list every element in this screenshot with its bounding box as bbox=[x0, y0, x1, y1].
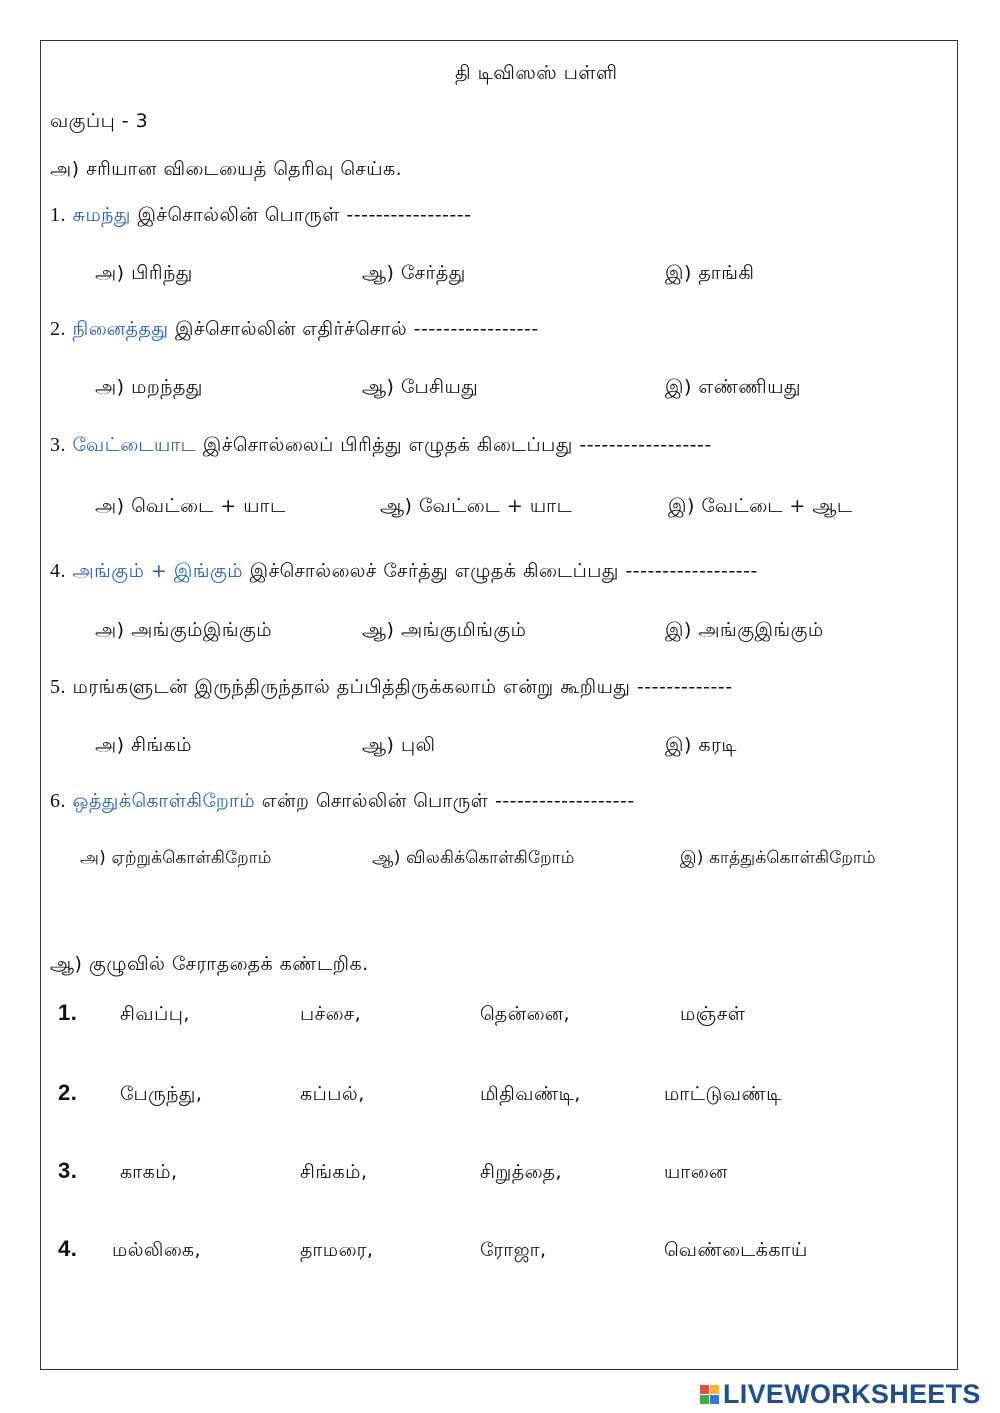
question-text: மரங்களுடன் இருந்திருந்தால் தப்பித்திருக்கலாம் என்று கூறியது ------------- bbox=[72, 676, 733, 698]
q4-option-a[interactable]: அ) அங்கும்இங்கும் bbox=[95, 619, 273, 641]
question-4 bbox=[50, 560, 758, 585]
question-5 bbox=[50, 676, 733, 701]
odd-one-out-word[interactable]: யானை bbox=[664, 1161, 728, 1183]
question-1 bbox=[50, 204, 471, 229]
school-name: தி டிவிஸஸ் பள்ளி bbox=[455, 62, 618, 84]
question-keyword: சுமந்து bbox=[72, 204, 131, 226]
q1-option-a[interactable]: அ) பிரிந்து bbox=[95, 262, 193, 284]
q5-option-c[interactable]: இ) கரடி bbox=[665, 734, 738, 756]
question-keyword: வேட்டையாட bbox=[72, 434, 197, 456]
odd-one-out-word[interactable]: மிதிவண்டி, bbox=[480, 1083, 581, 1105]
odd-one-out-word[interactable]: சிங்கம், bbox=[300, 1161, 368, 1183]
question-2 bbox=[50, 318, 539, 343]
section-a-title: அ) சரியான விடையைத் தெரிவு செய்க. bbox=[50, 158, 403, 180]
question-number: 3. bbox=[50, 434, 66, 456]
odd-one-out-word[interactable]: தென்னை, bbox=[480, 1003, 571, 1025]
odd-one-out-word[interactable]: காகம், bbox=[120, 1161, 178, 1183]
question-number: 1. bbox=[50, 204, 66, 226]
q6-option-b[interactable]: ஆ) விலகிக்கொள்கிறோம் bbox=[372, 848, 575, 868]
odd-one-out-word[interactable]: பேருந்து, bbox=[120, 1083, 203, 1105]
q3-option-a[interactable]: அ) வெட்டை + யாட bbox=[95, 495, 286, 517]
q2-option-c[interactable]: இ) எண்ணியது bbox=[665, 376, 801, 398]
odd-one-out-word[interactable]: ரோஜா, bbox=[480, 1239, 547, 1261]
q6-option-c[interactable]: இ) காத்துக்கொள்கிறோம் bbox=[680, 848, 876, 868]
q3-option-c[interactable]: இ) வேட்டை + ஆட bbox=[668, 495, 853, 517]
q6-option-a[interactable]: அ) ஏற்றுக்கொள்கிறோம் bbox=[80, 848, 272, 868]
liveworksheets-logo[interactable] bbox=[700, 1378, 981, 1410]
odd-one-out-word[interactable]: மஞ்சள் bbox=[680, 1003, 746, 1025]
q5-option-b[interactable]: ஆ) புலி bbox=[362, 734, 436, 756]
question-text: இச்சொல்லைப் பிரித்து எழுதக் கிடைப்பது ------------------ bbox=[202, 434, 712, 456]
q1-option-b[interactable]: ஆ) சேர்த்து bbox=[362, 262, 466, 284]
logo-square bbox=[710, 1395, 719, 1404]
logo-square bbox=[710, 1385, 719, 1394]
question-keyword: அங்கும் + இங்கும் bbox=[72, 560, 244, 582]
question-text: இச்சொல்லின் எதிர்ச்சொல் ----------------- bbox=[174, 318, 539, 340]
question-keyword: நினைத்தது bbox=[72, 318, 169, 340]
section-b-title: ஆ) குழுவில் சேராததைக் கண்டறிக. bbox=[50, 953, 369, 975]
odd-one-out-number: 3. bbox=[58, 1158, 78, 1183]
odd-one-out-word[interactable]: மாட்டுவண்டி bbox=[664, 1083, 782, 1105]
odd-one-out-word[interactable]: வெண்டைக்காய் bbox=[664, 1239, 808, 1261]
odd-one-out-number: 4. bbox=[58, 1236, 78, 1261]
logo-square bbox=[700, 1385, 709, 1394]
question-number: 4. bbox=[50, 560, 66, 582]
q2-option-a[interactable]: அ) மறந்தது bbox=[95, 376, 203, 398]
logo-square bbox=[700, 1395, 709, 1404]
question-text: இச்சொல்லைச் சேர்த்து எழுதக் கிடைப்பது ------------------ bbox=[249, 560, 758, 582]
q1-option-c[interactable]: இ) தாங்கி bbox=[665, 262, 755, 284]
question-number: 5. bbox=[50, 676, 66, 698]
question-3 bbox=[50, 434, 712, 459]
q4-option-c[interactable]: இ) அங்குஇங்கும் bbox=[665, 619, 824, 641]
question-6 bbox=[50, 790, 635, 815]
question-number: 6. bbox=[50, 790, 66, 812]
odd-one-out-number: 1. bbox=[58, 1000, 78, 1025]
question-number: 2. bbox=[50, 318, 66, 340]
question-text: என்ற சொல்லின் பொருள் ------------------- bbox=[261, 790, 635, 812]
q4-option-b[interactable]: ஆ) அங்குமிங்கும் bbox=[362, 619, 527, 641]
odd-one-out-word[interactable]: தாமரை, bbox=[300, 1239, 374, 1261]
logo-badge-icon bbox=[700, 1385, 719, 1404]
question-text: இச்சொல்லின் பொருள் ----------------- bbox=[137, 204, 472, 226]
odd-one-out-number: 2. bbox=[58, 1080, 78, 1105]
class-label: வகுப்பு - 3 bbox=[50, 110, 149, 132]
q3-option-b[interactable]: ஆ) வேட்டை + யாட bbox=[380, 495, 573, 517]
odd-one-out-word[interactable]: மல்லிகை, bbox=[112, 1239, 202, 1261]
odd-one-out-word[interactable]: கப்பல், bbox=[300, 1083, 365, 1105]
q5-option-a[interactable]: அ) சிங்கம் bbox=[95, 734, 193, 756]
odd-one-out-word[interactable]: சிறுத்தை, bbox=[480, 1161, 563, 1183]
question-keyword: ஒத்துக்கொள்கிறோம் bbox=[72, 790, 256, 812]
odd-one-out-word[interactable]: பச்சை, bbox=[300, 1003, 362, 1025]
q2-option-b[interactable]: ஆ) பேசியது bbox=[362, 376, 479, 398]
logo-text: LIVEWORKSHEETS bbox=[723, 1378, 981, 1409]
odd-one-out-word[interactable]: சிவப்பு, bbox=[120, 1003, 190, 1025]
